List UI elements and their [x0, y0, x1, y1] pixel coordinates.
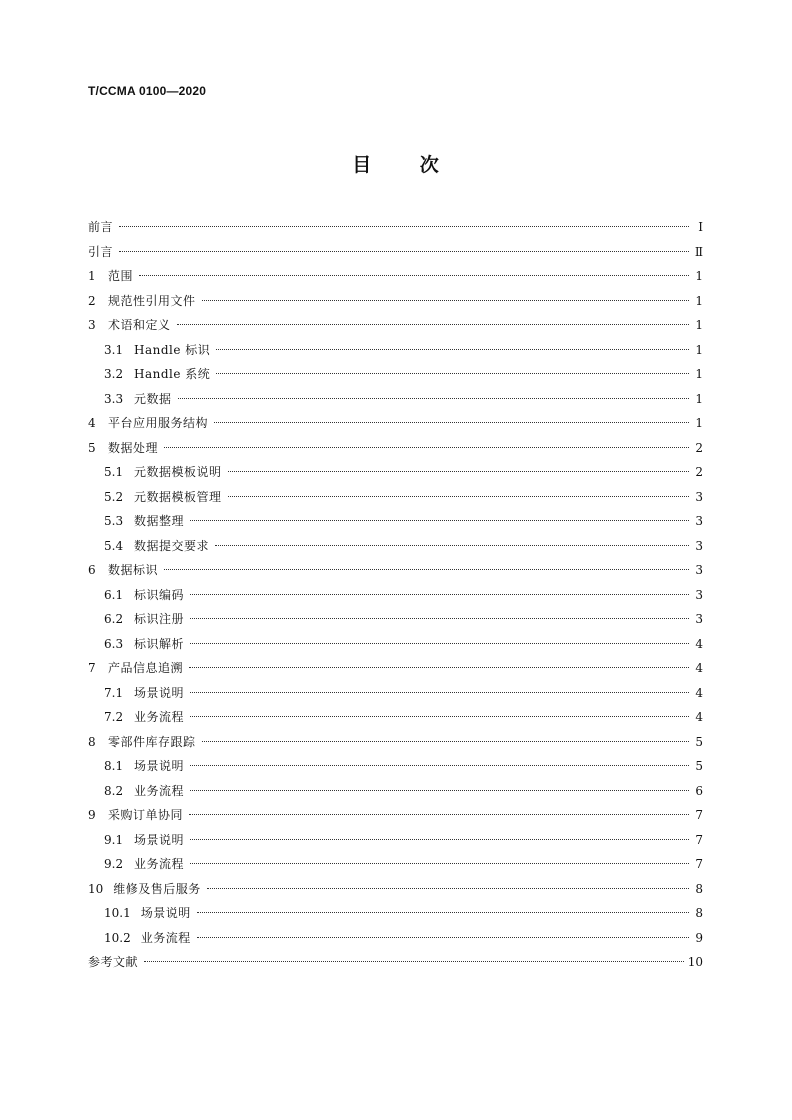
toc-entry[interactable] — [88, 950, 703, 975]
toc-leader-dots — [119, 251, 689, 252]
toc-entry-page: 1 — [695, 416, 703, 430]
toc-entry-page: 3 — [695, 489, 703, 504]
toc-leader-dots — [228, 496, 689, 497]
toc-entry[interactable] — [88, 828, 703, 853]
toc-entry-label: Handle 系统 — [134, 367, 211, 381]
toc-entry-page: 1 — [695, 367, 703, 381]
toc-entry-label: 场景说明 — [140, 906, 191, 920]
toc-leader-dots — [190, 790, 689, 791]
toc-leader-dots — [216, 349, 689, 350]
toc-leader-dots — [139, 275, 689, 276]
toc-entry-label: 场景说明 — [134, 832, 185, 847]
toc-entry-label: Handle 标识 — [134, 342, 211, 357]
toc-entry-number: 9.2 — [104, 857, 124, 871]
toc-entry[interactable] — [88, 411, 703, 436]
toc-leader-dots — [178, 398, 689, 399]
toc-entry[interactable] — [88, 534, 703, 559]
toc-entry-page: 3 — [695, 587, 703, 602]
toc-leader-dots — [197, 937, 689, 938]
toc-entry-number: 5 — [88, 440, 96, 455]
toc-entry-number: 3.1 — [104, 342, 124, 357]
toc-entry-page: 1 — [695, 342, 703, 357]
toc-leader-dots — [190, 839, 689, 840]
toc-entry-label: 产品信息追溯 — [108, 661, 184, 675]
toc-entry-label: 业务流程 — [134, 710, 185, 724]
toc-entry-number: 3 — [88, 318, 96, 332]
toc-entry-page: 5 — [695, 759, 703, 773]
toc-leader-dots — [144, 961, 684, 962]
toc-entry-number: 6.2 — [104, 612, 124, 626]
toc-leader-dots — [216, 373, 689, 374]
toc-entry[interactable] — [88, 583, 703, 608]
toc-entry[interactable] — [88, 387, 703, 412]
toc-entry-label: 场景说明 — [134, 685, 185, 700]
toc-entry-label: 范围 — [108, 269, 134, 283]
toc-entry[interactable] — [88, 779, 703, 804]
toc-entry-page: 4 — [695, 661, 703, 675]
toc-entry-page: 2 — [695, 465, 703, 479]
toc-entry-label: 场景说明 — [134, 759, 185, 773]
toc-leader-dots — [197, 912, 689, 913]
toc-entry-label: 业务流程 — [134, 857, 185, 871]
toc-entry-number: 5.3 — [104, 514, 124, 528]
toc-leader-dots — [190, 716, 689, 717]
toc-entry-label: 数据处理 — [108, 440, 159, 455]
toc-leader-dots — [164, 447, 689, 448]
toc-leader-dots — [190, 594, 689, 595]
toc-entry-number: 2 — [88, 293, 96, 308]
page-title: 目 次 — [352, 154, 440, 176]
toc-entry-page: 7 — [695, 857, 703, 871]
toc-entry-page: 3 — [695, 612, 703, 626]
toc-entry[interactable] — [88, 436, 703, 461]
toc-entry[interactable] — [88, 215, 703, 240]
toc-entry-page: 1 — [695, 269, 703, 283]
toc-entry-page: 1 — [695, 391, 703, 406]
toc-entry[interactable] — [88, 632, 703, 657]
toc-entry-label: 数据标识 — [108, 563, 159, 577]
toc-entry-label: 元数据模板管理 — [134, 489, 222, 504]
toc-entry[interactable] — [88, 485, 703, 510]
toc-entry-page: 7 — [695, 832, 703, 847]
toc-entry-label: 前言 — [88, 220, 114, 234]
toc-leader-dots — [214, 422, 689, 423]
toc-entry-page: 1 — [695, 318, 703, 332]
toc-leader-dots — [164, 569, 689, 570]
toc-entry-number: 9.1 — [104, 832, 124, 847]
toc-entry-label: 标识注册 — [134, 612, 185, 626]
toc-entry-page: 1 — [695, 293, 703, 308]
toc-entry-number: 10 — [88, 881, 104, 896]
toc-entry-number: 7.2 — [104, 710, 124, 724]
toc-entry[interactable] — [88, 926, 703, 951]
toc-entry-page: Ⅰ — [698, 220, 703, 234]
toc-entry[interactable] — [88, 240, 703, 265]
toc-leader-dots — [190, 765, 689, 766]
toc-entry-label: 标识解析 — [134, 636, 185, 651]
toc-entry-page: Ⅱ — [694, 244, 703, 259]
toc-entry[interactable] — [88, 705, 703, 730]
toc-entry-label: 元数据模板说明 — [134, 465, 222, 479]
toc-entry-page: 3 — [695, 514, 703, 528]
toc-entry-number: 9 — [88, 808, 96, 822]
toc-entry[interactable] — [88, 460, 703, 485]
toc-entry-number: 3.2 — [104, 367, 124, 381]
toc-entry[interactable] — [88, 607, 703, 632]
toc-entry-label: 采购订单协同 — [108, 808, 184, 822]
toc-entry[interactable] — [88, 313, 703, 338]
toc-entry-page: 3 — [695, 538, 703, 553]
toc-entry-number: 8.1 — [104, 759, 124, 773]
toc-leader-dots — [190, 618, 689, 619]
toc-entry-number: 5.2 — [104, 489, 124, 504]
toc-entry-label: 引言 — [88, 244, 114, 259]
toc-entry-page: 5 — [695, 734, 703, 749]
toc-leader-dots — [202, 741, 689, 742]
toc-leader-dots — [228, 471, 689, 472]
toc-entry-label: 业务流程 — [134, 783, 185, 798]
toc-entry-page: 2 — [695, 440, 703, 455]
toc-entry-number: 6.3 — [104, 636, 124, 651]
toc-entry-page: 9 — [695, 930, 703, 945]
toc-entry[interactable] — [88, 852, 703, 877]
toc-entry-label: 标识编码 — [134, 587, 185, 602]
toc-entry[interactable] — [88, 338, 703, 363]
toc-entry-label: 规范性引用文件 — [108, 293, 196, 308]
toc-entry[interactable] — [88, 877, 703, 902]
toc-entry-number: 8.2 — [104, 783, 124, 798]
toc-entry[interactable] — [88, 681, 703, 706]
toc-entry-number: 3.3 — [104, 391, 124, 406]
toc-entry[interactable] — [88, 264, 703, 289]
toc-entry-page: 4 — [695, 636, 703, 651]
toc-entry-page: 8 — [695, 881, 703, 896]
toc-entry[interactable] — [88, 803, 703, 828]
toc-entry[interactable] — [88, 509, 703, 534]
toc-leader-dots — [189, 814, 689, 815]
toc-leader-dots — [119, 226, 689, 227]
toc-entry-number: 10.1 — [104, 906, 131, 920]
toc-entry[interactable] — [88, 362, 703, 387]
toc-entry-label: 零部件库存跟踪 — [108, 734, 196, 749]
standard-code: T/CCMA 0100—2020 — [88, 84, 207, 98]
toc-entry-number: 4 — [88, 416, 96, 430]
toc-entry[interactable] — [88, 754, 703, 779]
toc-entry[interactable] — [88, 558, 703, 583]
toc-entry-number: 10.2 — [104, 930, 131, 945]
toc-entry-number: 8 — [88, 734, 96, 749]
toc-leader-dots — [177, 324, 689, 325]
toc-entry-page: 4 — [695, 710, 703, 724]
toc-leader-dots — [202, 300, 689, 301]
toc-leader-dots — [189, 667, 689, 668]
toc-entry-number: 5.1 — [104, 465, 124, 479]
toc-leader-dots — [215, 545, 689, 546]
toc-entry-page: 8 — [695, 906, 703, 920]
toc-entry-label: 平台应用服务结构 — [108, 416, 209, 430]
table-of-contents — [88, 215, 703, 975]
toc-leader-dots — [190, 520, 689, 521]
toc-entry[interactable] — [88, 730, 703, 755]
toc-entry-page: 7 — [695, 808, 703, 822]
toc-leader-dots — [190, 643, 689, 644]
toc-entry-number: 6.1 — [104, 587, 124, 602]
toc-entry-label: 数据整理 — [134, 514, 185, 528]
toc-entry-number: 7 — [88, 661, 96, 675]
toc-leader-dots — [190, 863, 689, 864]
toc-entry-page: 4 — [695, 685, 703, 700]
toc-leader-dots — [207, 888, 689, 889]
toc-entry-label: 维修及售后服务 — [113, 881, 201, 896]
toc-entry-number: 7.1 — [104, 685, 124, 700]
toc-entry-label: 术语和定义 — [108, 318, 171, 332]
toc-entry-label: 业务流程 — [140, 930, 191, 945]
toc-entry-number: 1 — [88, 269, 96, 283]
toc-entry[interactable] — [88, 289, 703, 314]
toc-entry-number: 5.4 — [104, 538, 124, 553]
toc-entry-page: 6 — [695, 783, 703, 798]
toc-entry[interactable] — [88, 656, 703, 681]
toc-entry-label: 元数据 — [134, 391, 172, 406]
toc-entry-label: 数据提交要求 — [134, 538, 210, 553]
toc-entry-label: 参考文献 — [88, 955, 139, 969]
toc-entry[interactable] — [88, 901, 703, 926]
toc-entry-page: 10 — [687, 955, 703, 969]
toc-entry-page: 3 — [695, 563, 703, 577]
toc-leader-dots — [190, 692, 689, 693]
toc-entry-number: 6 — [88, 563, 96, 577]
